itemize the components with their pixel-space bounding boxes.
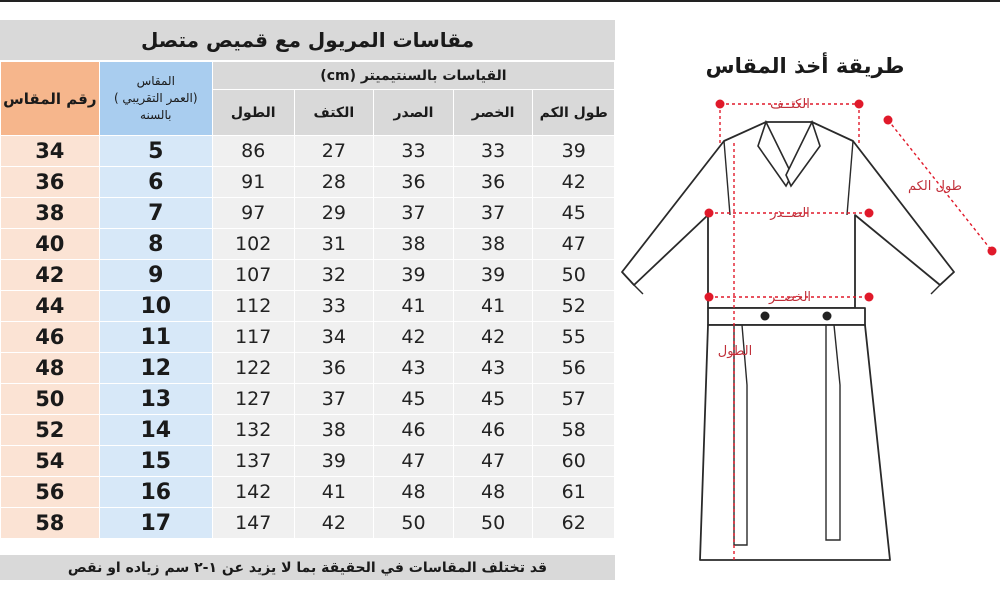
length-cell: 122 — [212, 353, 294, 384]
column-header-chest: الصدر — [374, 90, 454, 136]
age-cell: 12 — [99, 353, 212, 384]
size-chart — [0, 20, 615, 580]
shoulder-cell: 27 — [294, 136, 374, 167]
sleeve-cell: 52 — [533, 291, 615, 322]
chest-cell: 47 — [374, 446, 454, 477]
garment-diagram — [615, 80, 1000, 575]
age-cell: 8 — [99, 229, 212, 260]
chest-cell: 45 — [374, 384, 454, 415]
shoulder-cell: 37 — [294, 384, 374, 415]
shoulder-cell: 42 — [294, 508, 374, 539]
age-cell: 14 — [99, 415, 212, 446]
age-header-line: بالسنه — [140, 108, 172, 122]
size-row — [1, 508, 615, 539]
column-header-sleeve: طول الكم — [533, 90, 615, 136]
chest-cell: 41 — [374, 291, 454, 322]
size-number-header: رقم المقاس — [1, 62, 100, 136]
waist-cell: 50 — [453, 508, 533, 539]
shoulder-cell: 29 — [294, 198, 374, 229]
age-header-line: المقاس — [136, 74, 175, 88]
waist-cell: 46 — [453, 415, 533, 446]
size-row — [1, 322, 615, 353]
top-divider-line — [0, 0, 1000, 2]
chest-cell: 33 — [374, 136, 454, 167]
age-cell: 9 — [99, 260, 212, 291]
size-row — [1, 415, 615, 446]
waist-cell: 41 — [453, 291, 533, 322]
chest-cell: 39 — [374, 260, 454, 291]
size-number-cell: 50 — [1, 384, 100, 415]
sleeve-cell: 62 — [533, 508, 615, 539]
age-header — [99, 62, 212, 136]
waist-label: الخصــر — [768, 290, 812, 305]
waist-cell: 38 — [453, 229, 533, 260]
waist-cell: 33 — [453, 136, 533, 167]
size-table — [0, 61, 615, 539]
age-cell: 16 — [99, 477, 212, 508]
sleeve-cell: 61 — [533, 477, 615, 508]
column-header-shoulder: الكتف — [294, 90, 374, 136]
size-number-cell: 44 — [1, 291, 100, 322]
size-number-cell: 48 — [1, 353, 100, 384]
length-cell: 127 — [212, 384, 294, 415]
chest-label: الصــدر — [770, 206, 810, 221]
length-cell: 112 — [212, 291, 294, 322]
size-number-cell: 42 — [1, 260, 100, 291]
waist-cell: 39 — [453, 260, 533, 291]
age-cell: 15 — [99, 446, 212, 477]
size-number-cell: 46 — [1, 322, 100, 353]
size-table-body — [1, 136, 615, 539]
size-number-cell: 34 — [1, 136, 100, 167]
sleeve-cell: 55 — [533, 322, 615, 353]
sleeve-cell: 39 — [533, 136, 615, 167]
sleeve-cell: 57 — [533, 384, 615, 415]
size-number-cell: 56 — [1, 477, 100, 508]
shoulder-cell: 32 — [294, 260, 374, 291]
chest-cell: 37 — [374, 198, 454, 229]
shoulder-label: الكتــف — [770, 97, 810, 112]
age-cell: 5 — [99, 136, 212, 167]
measurement-note: قد تختلف المقاسات في الحقيقة بما لا يزيد عن ١-٢ سم زياده او نقص — [0, 555, 615, 580]
waist-cell: 43 — [453, 353, 533, 384]
shoulder-cell: 34 — [294, 322, 374, 353]
age-cell: 10 — [99, 291, 212, 322]
chest-cell: 42 — [374, 322, 454, 353]
shoulder-cell: 31 — [294, 229, 374, 260]
size-number-cell: 40 — [1, 229, 100, 260]
shoulder-cell: 33 — [294, 291, 374, 322]
size-row — [1, 477, 615, 508]
column-header-waist: الخصر — [453, 90, 533, 136]
length-cell: 137 — [212, 446, 294, 477]
age-cell: 7 — [99, 198, 212, 229]
size-number-cell: 58 — [1, 508, 100, 539]
length-cell: 97 — [212, 198, 294, 229]
sleeve-cell: 45 — [533, 198, 615, 229]
length-cell: 147 — [212, 508, 294, 539]
size-number-cell: 54 — [1, 446, 100, 477]
length-cell: 132 — [212, 415, 294, 446]
size-row — [1, 198, 615, 229]
garment-outline — [622, 122, 954, 560]
sleeve-cell: 58 — [533, 415, 615, 446]
waist-cell: 42 — [453, 322, 533, 353]
sleeve-cell: 47 — [533, 229, 615, 260]
sleeve-label: طول الكم — [907, 179, 963, 194]
shoulder-cell: 39 — [294, 446, 374, 477]
waist-cell: 37 — [453, 198, 533, 229]
size-row — [1, 384, 615, 415]
waist-cell: 36 — [453, 167, 533, 198]
chest-cell: 48 — [374, 477, 454, 508]
length-cell: 91 — [212, 167, 294, 198]
length-cell: 107 — [212, 260, 294, 291]
table-header-row — [1, 62, 615, 90]
shoulder-cell: 41 — [294, 477, 374, 508]
age-cell: 11 — [99, 322, 212, 353]
age-cell: 17 — [99, 508, 212, 539]
chest-cell: 36 — [374, 167, 454, 198]
length-cell: 142 — [212, 477, 294, 508]
column-header-length: الطول — [212, 90, 294, 136]
age-header-line: (العمر التقريبي ) — [113, 91, 198, 105]
size-row — [1, 291, 615, 322]
sleeve-cell: 42 — [533, 167, 615, 198]
shoulder-cell: 36 — [294, 353, 374, 384]
chest-cell: 46 — [374, 415, 454, 446]
size-row — [1, 229, 615, 260]
length-cell: 117 — [212, 322, 294, 353]
size-row — [1, 353, 615, 384]
sleeve-cell: 60 — [533, 446, 615, 477]
age-cell: 6 — [99, 167, 212, 198]
chest-cell: 38 — [374, 229, 454, 260]
waist-cell: 45 — [453, 384, 533, 415]
size-row — [1, 446, 615, 477]
chest-cell: 50 — [374, 508, 454, 539]
size-number-cell: 36 — [1, 167, 100, 198]
size-row — [1, 260, 615, 291]
size-number-cell: 52 — [1, 415, 100, 446]
chest-cell: 43 — [374, 353, 454, 384]
length-cell: 102 — [212, 229, 294, 260]
size-row — [1, 167, 615, 198]
size-number-cell: 38 — [1, 198, 100, 229]
shoulder-cell: 38 — [294, 415, 374, 446]
measurements-group-header: القياسات بالسنتيميتر (cm) — [212, 62, 614, 90]
diagram-title: طريقة أخذ المقاس — [705, 54, 905, 78]
length-cell: 86 — [212, 136, 294, 167]
age-cell: 13 — [99, 384, 212, 415]
length-label: الطول — [717, 344, 753, 359]
chart-title: مقاسات المريول مع قميص متصل — [0, 20, 615, 60]
waist-cell: 48 — [453, 477, 533, 508]
size-row — [1, 136, 615, 167]
sleeve-cell: 56 — [533, 353, 615, 384]
sleeve-cell: 50 — [533, 260, 615, 291]
shoulder-cell: 28 — [294, 167, 374, 198]
waist-cell: 47 — [453, 446, 533, 477]
